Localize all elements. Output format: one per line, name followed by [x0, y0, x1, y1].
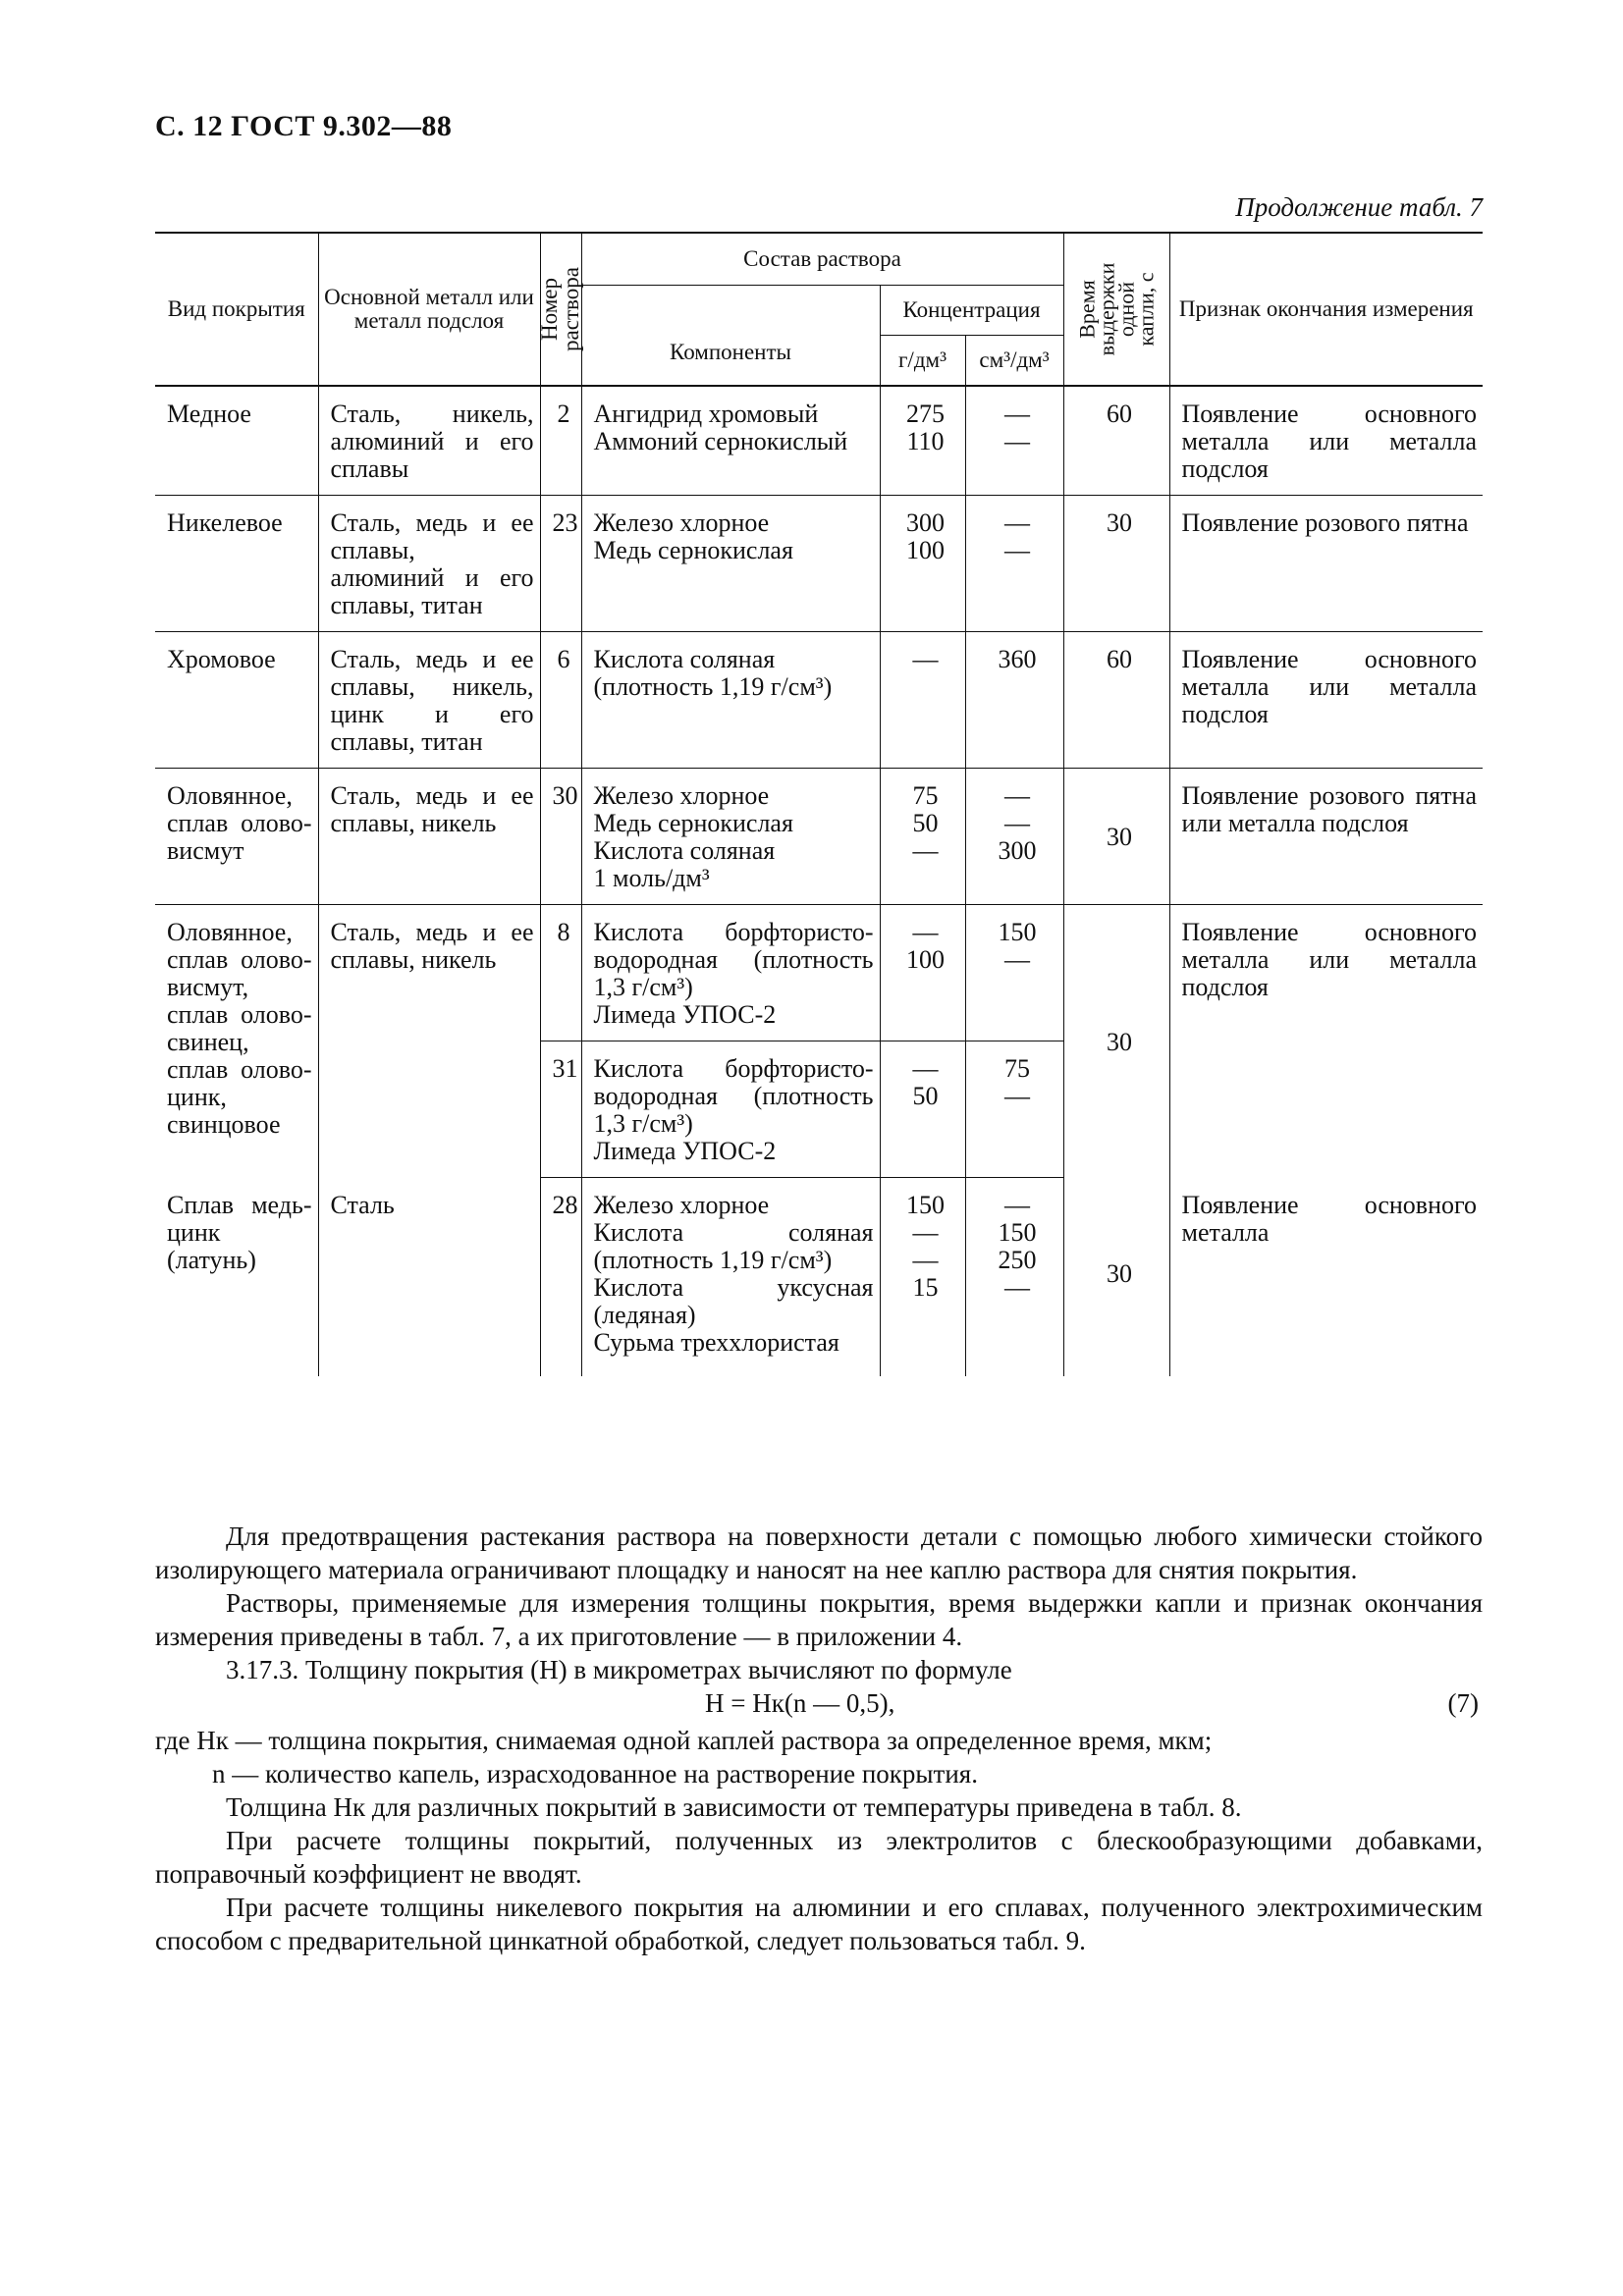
cell-hold-time: 60: [1063, 632, 1169, 769]
cell-coating-type: [155, 496, 318, 632]
formula-number: (7): [1447, 1688, 1479, 1718]
header-concentration: Концентрация: [880, 286, 1063, 336]
conc-cm-value: —: [1004, 1273, 1030, 1302]
page-header: С. 12 ГОСТ 9.302—88: [155, 110, 453, 142]
conc-g-value: —: [912, 918, 939, 946]
cell-solution-number: 31: [540, 1041, 581, 1178]
cell-conc-cm: [965, 632, 1063, 769]
cell-end-sign: Появление основного металла: [1169, 1178, 1483, 1377]
component-name: (плотность 1,19 г/см³): [593, 672, 833, 701]
cell-coating-type: [155, 632, 318, 769]
conc-g-value: 50: [912, 1082, 939, 1110]
conc-cm-value: —: [1004, 508, 1030, 537]
cell-coating-type: [155, 386, 318, 496]
header-solution-number-text: Номер раствора: [537, 267, 584, 351]
conc-g-value: —: [912, 645, 939, 673]
coating-type-text: Хромовое: [167, 645, 276, 673]
body-text: [155, 1520, 1483, 1957]
cell-solution-number: 28: [540, 1178, 581, 1377]
table-continuation-label: Продолжение табл. 7: [1235, 192, 1483, 222]
cell-base-metal: Сталь, медь и ее сплавы, никель: [318, 769, 540, 905]
conc-g-value: 100: [906, 945, 945, 974]
component-name: Кислота соляная (плотность 1,19 г/см³): [593, 1218, 880, 1274]
table-body: [155, 386, 1483, 1376]
cell-components: [581, 386, 880, 496]
component-name: Железо хлорное: [593, 781, 770, 810]
component-name: Аммоний сернокислый: [593, 427, 848, 455]
conc-g-value: 275: [906, 400, 945, 428]
coating-type-text: Оловянное, сплав олово-висмут, сплав олово-свинец, сплав олово-цинк, свинцовое: [167, 918, 312, 1139]
component-name: Медь сернокислая: [593, 536, 793, 564]
conc-cm-value: 75: [1004, 1054, 1030, 1083]
component-name: Кислота уксусная (ледяная): [593, 1273, 880, 1329]
conc-g-value: 110: [906, 427, 945, 455]
header-end-sign: Признак окончания измерения: [1169, 233, 1483, 386]
cell-coating-type: [155, 769, 318, 905]
cell-conc-cm: [965, 386, 1063, 496]
cell-solution-number: 23: [540, 496, 581, 632]
table-row: [155, 496, 1483, 632]
cell-base-metal: Сталь, медь и ее сплавы, никель, цинк и его сплавы, титан: [318, 632, 540, 769]
cell-solution-number: 30: [540, 769, 581, 905]
component-name: 1 моль/дм³: [593, 864, 710, 892]
cell-components: [581, 1041, 880, 1178]
conc-g-value: —: [912, 1246, 939, 1274]
cell-coating-type: [155, 905, 318, 1178]
formula-7: [155, 1686, 1483, 1724]
coating-type-text: Оловянное, сплав олово-висмут: [167, 781, 312, 865]
conc-cm-value: —: [1004, 536, 1030, 564]
cell-solution-number: 6: [540, 632, 581, 769]
conc-cm-value: —: [1004, 427, 1030, 455]
cell-components: [581, 496, 880, 632]
header-hold-time-text: Время выдержки одной капли, с: [1074, 262, 1159, 356]
cell-hold-time: 30: [1063, 1178, 1169, 1377]
header-unit-cm: см³/дм³: [965, 336, 1063, 387]
header-unit-g: г/дм³: [880, 336, 965, 387]
coating-type-text: Медное: [167, 400, 251, 428]
cell-conc-cm: [965, 496, 1063, 632]
cell-end-sign: Появление основного металла или металла подслоя: [1169, 905, 1483, 1178]
component-name: Сурьма треххлористая: [593, 1328, 839, 1357]
cell-conc-g: [880, 1041, 965, 1178]
cell-solution-number: 8: [540, 905, 581, 1041]
header-hold-time: [1063, 233, 1169, 386]
conc-cm-value: —: [1004, 1191, 1030, 1219]
cell-hold-time: 30: [1063, 496, 1169, 632]
cell-conc-g: [880, 769, 965, 905]
conc-cm-value: —: [1004, 400, 1030, 428]
conc-g-value: [893, 673, 959, 701]
table-row: [155, 905, 1483, 1041]
conc-cm-value: 150: [998, 1218, 1037, 1247]
table-row: [155, 769, 1483, 905]
component-name: Кислота соляная: [593, 645, 776, 673]
cell-conc-cm: [965, 769, 1063, 905]
cell-conc-g: [880, 632, 965, 769]
cell-conc-g: [880, 386, 965, 496]
cell-end-sign: Появление розового пятна или металла подслоя: [1169, 769, 1483, 905]
conc-g-value: —: [912, 1218, 939, 1247]
cell-conc-g: [880, 905, 965, 1041]
conc-g-value: —: [912, 1054, 939, 1083]
cell-components: [581, 905, 880, 1041]
coating-type-text: Никелевое: [167, 508, 283, 537]
header-solution-number: [537, 233, 584, 386]
table-row: [155, 1178, 1483, 1377]
component-name: Кислота борфтористо-водородная (плотность 1,3 г/см³): [593, 1054, 880, 1138]
conc-cm-value: —: [1004, 809, 1030, 837]
conc-g-value: 50: [912, 809, 939, 837]
component-name: Кислота борфтористо-водородная (плотность 1,3 г/см³): [593, 918, 880, 1001]
component-name: Кислота соляная: [593, 836, 776, 865]
conc-g-value: 75: [912, 781, 939, 810]
conc-cm-value: —: [1004, 1082, 1030, 1110]
conc-g-value: 15: [912, 1273, 939, 1302]
cell-solution-number: 2: [540, 386, 581, 496]
cell-conc-g: [880, 496, 965, 632]
paragraph-2: Растворы, применяемые для измерения толщины покрытия, время выдержки капли и признак окончания измерения приведены в табл. 7, а их приготовление — в приложении 4.: [155, 1588, 1483, 1651]
cell-conc-g: [880, 1178, 965, 1377]
cell-end-sign: Появление розового пятна: [1169, 496, 1483, 632]
component-name: Лимеда УПОС-2: [593, 1137, 777, 1165]
paragraph-3: 3.17.3. Толщину покрытия (H) в микрометрах вычисляют по формуле: [226, 1655, 1012, 1684]
where-line-1: где Hк — толщина покрытия, снимаемая одной каплей раствора за определенное время, мкм;: [155, 1726, 1213, 1755]
cell-end-sign: Появление основного металла или металла подслоя: [1169, 632, 1483, 769]
cell-hold-time: 60: [1063, 386, 1169, 496]
header-base-metal: Основной металл или металл подслоя: [318, 233, 540, 386]
header-coating-type: Вид покрытия: [155, 233, 318, 386]
paragraph-6: При расчете толщины никелевого покрытия на алюминии и его сплавах, полученного электрохимическим способом с предварительной цинкатной обработкой, следует пользоваться табл. 9.: [155, 1893, 1483, 1955]
conc-cm-value: [978, 865, 1057, 892]
table-row: [155, 386, 1483, 496]
conc-cm-value: 360: [998, 645, 1037, 673]
conc-g-value: 300: [906, 508, 945, 537]
component-name: Ангидрид хромовый: [593, 400, 819, 428]
cell-conc-cm: [965, 1041, 1063, 1178]
conc-g-value: 100: [906, 536, 945, 564]
conc-g-value: [893, 865, 959, 892]
cell-coating-type: [155, 1178, 318, 1377]
conc-cm-value: —: [1004, 945, 1030, 974]
paragraph-1: Для предотвращения растекания раствора на поверхности детали с помощью любого химически стойкого изолирующего материала ограничивают площадку и наносят на нее каплю раствора для снятия покрытия.: [155, 1522, 1483, 1584]
cell-hold-time: 30: [1063, 905, 1169, 1178]
conc-g-value: 150: [906, 1191, 945, 1219]
cell-conc-cm: [965, 905, 1063, 1041]
solutions-table: [155, 232, 1483, 1376]
header-composition: Состав раствора: [581, 233, 1063, 286]
cell-end-sign: Появление основного металла или металла подслоя: [1169, 386, 1483, 496]
paragraph-5: При расчете толщины покрытий, полученных из электролитов с блескообразующими добавками, поправочный коэффициент не вводят.: [155, 1826, 1483, 1889]
conc-cm-value: 300: [998, 836, 1037, 865]
cell-base-metal: Сталь, медь и ее сплавы, алюминий и его сплавы, титан: [318, 496, 540, 632]
cell-base-metal: Сталь, никель, алюминий и его сплавы: [318, 386, 540, 496]
cell-base-metal: Сталь: [318, 1178, 540, 1377]
cell-conc-cm: [965, 1178, 1063, 1377]
conc-cm-value: 250: [998, 1246, 1037, 1274]
cell-hold-time: 30: [1063, 769, 1169, 905]
component-name: Железо хлорное: [593, 508, 770, 537]
coating-type-text: Сплав медь-цинк (латунь): [167, 1190, 312, 1274]
paragraph-4: Толщина Hк для различных покрытий в зависимости от температуры приведена в табл. 8.: [226, 1792, 1242, 1822]
formula-expression: H = Hк(n — 0,5),: [705, 1688, 895, 1718]
conc-g-value: —: [912, 836, 939, 865]
cell-components: [581, 769, 880, 905]
cell-components: [581, 1178, 880, 1377]
conc-cm-value: 150: [998, 918, 1037, 946]
cell-base-metal: Сталь, медь и ее сплавы, никель: [318, 905, 540, 1178]
header-components: Компоненты: [581, 286, 880, 387]
table-row: [155, 632, 1483, 769]
component-name: Медь сернокислая: [593, 809, 793, 837]
conc-cm-value: —: [1004, 781, 1030, 810]
where-line-2: n — количество капель, израсходованное на растворение покрытия.: [212, 1759, 978, 1789]
cell-components: [581, 632, 880, 769]
component-name: Железо хлорное: [593, 1191, 770, 1219]
component-name: Лимеда УПОС-2: [593, 1000, 777, 1029]
conc-cm-value: [978, 673, 1057, 701]
